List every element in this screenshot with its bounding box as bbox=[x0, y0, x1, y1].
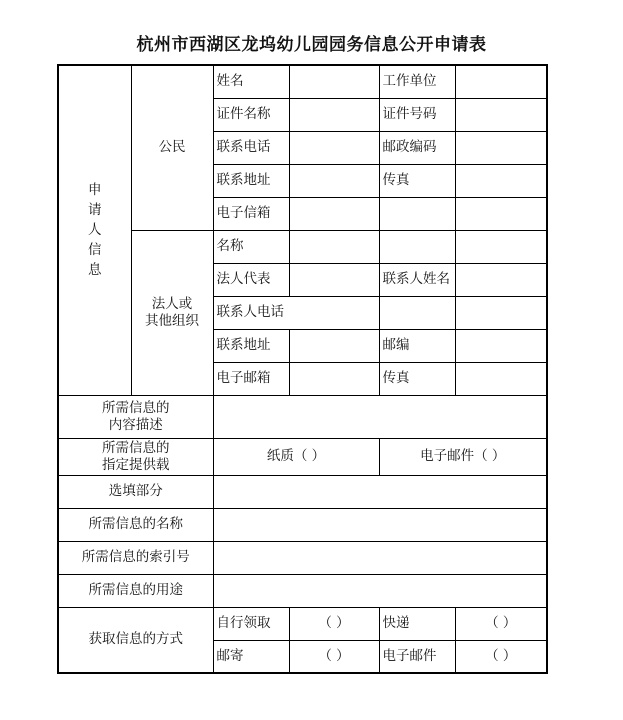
email-option[interactable]: 电子邮件（ ） bbox=[379, 438, 547, 475]
legal-entity-label bbox=[131, 230, 213, 395]
org-email-value-cell[interactable] bbox=[289, 362, 379, 395]
citizen-row-1 bbox=[58, 65, 547, 98]
obtain-row-1 bbox=[58, 607, 547, 640]
mail-label: 邮寄 bbox=[213, 640, 289, 673]
name-value-cell[interactable] bbox=[289, 65, 379, 98]
empty-label-cell bbox=[379, 197, 455, 230]
info-use-value-cell[interactable] bbox=[213, 574, 547, 607]
fax-value-cell[interactable] bbox=[455, 164, 547, 197]
work-unit-label: 工作单位 bbox=[379, 65, 455, 98]
info-index-value-cell[interactable] bbox=[213, 541, 547, 574]
info-desc-line2: 内容描述 bbox=[108, 416, 163, 433]
org-empty-value-cell[interactable] bbox=[455, 230, 547, 263]
applicant-info-label: 申请人信息 bbox=[58, 65, 131, 395]
id-number-label: 证件号码 bbox=[379, 98, 455, 131]
org-fax-value-cell[interactable] bbox=[455, 362, 547, 395]
name-label: 姓名 bbox=[213, 65, 289, 98]
legal-row-1 bbox=[58, 230, 547, 263]
contact-name-value-cell[interactable] bbox=[455, 263, 547, 296]
fax-label: 传真 bbox=[379, 164, 455, 197]
info-use-label: 所需信息的用途 bbox=[58, 574, 213, 607]
info-format-line1: 所需信息的 bbox=[102, 439, 170, 456]
obtain-email-checkbox[interactable]: （ ） bbox=[455, 640, 547, 673]
legal-rep-label: 法人代表 bbox=[213, 263, 289, 296]
info-desc-row bbox=[58, 395, 547, 438]
optional-section-label: 选填部分 bbox=[58, 475, 213, 508]
info-desc-value-cell[interactable] bbox=[213, 395, 547, 438]
id-type-label: 证件名称 bbox=[213, 98, 289, 131]
application-form-table bbox=[57, 64, 548, 674]
id-number-value-cell[interactable] bbox=[455, 98, 547, 131]
self-pickup-checkbox[interactable]: （ ） bbox=[289, 607, 379, 640]
info-name-value-cell[interactable] bbox=[213, 508, 547, 541]
address-label: 联系地址 bbox=[213, 164, 289, 197]
info-index-label: 所需信息的索引号 bbox=[58, 541, 213, 574]
org-fax-label: 传真 bbox=[379, 362, 455, 395]
email-label: 电子信箱 bbox=[213, 197, 289, 230]
info-name-row bbox=[58, 508, 547, 541]
org-postcode-label: 邮编 bbox=[379, 329, 455, 362]
obtain-method-label: 获取信息的方式 bbox=[58, 607, 213, 673]
info-format-label bbox=[58, 438, 213, 475]
optional-section-value-cell[interactable] bbox=[213, 475, 547, 508]
postcode-value-cell[interactable] bbox=[455, 131, 547, 164]
contact-name-label: 联系人姓名 bbox=[379, 263, 455, 296]
phone-label: 联系电话 bbox=[213, 131, 289, 164]
empty-value-cell[interactable] bbox=[455, 197, 547, 230]
org-email-label: 电子邮箱 bbox=[213, 362, 289, 395]
info-use-row bbox=[58, 574, 547, 607]
id-type-value-cell[interactable] bbox=[289, 98, 379, 131]
phone-value-cell[interactable] bbox=[289, 131, 379, 164]
legal-rep-value-cell[interactable] bbox=[289, 263, 379, 296]
org-postcode-value-cell[interactable] bbox=[455, 329, 547, 362]
contact-phone-extra-cell[interactable] bbox=[455, 296, 547, 329]
info-name-label: 所需信息的名称 bbox=[58, 508, 213, 541]
org-empty-label-cell bbox=[379, 230, 455, 263]
info-index-row bbox=[58, 541, 547, 574]
org-address-label: 联系地址 bbox=[213, 329, 289, 362]
legal-entity-label-line2: 其他组织 bbox=[145, 312, 199, 329]
info-format-row bbox=[58, 438, 547, 475]
work-unit-value-cell[interactable] bbox=[455, 65, 547, 98]
obtain-email-label: 电子邮件 bbox=[379, 640, 455, 673]
org-name-label: 名称 bbox=[213, 230, 289, 263]
email-value-cell[interactable] bbox=[289, 197, 379, 230]
optional-section-row bbox=[58, 475, 547, 508]
info-desc-label bbox=[58, 395, 213, 438]
express-label: 快递 bbox=[379, 607, 455, 640]
address-value-cell[interactable] bbox=[289, 164, 379, 197]
org-name-value-cell[interactable] bbox=[289, 230, 379, 263]
info-desc-line1: 所需信息的 bbox=[102, 399, 170, 416]
mail-checkbox[interactable]: （ ） bbox=[289, 640, 379, 673]
self-pickup-label: 自行领取 bbox=[213, 607, 289, 640]
org-address-value-cell[interactable] bbox=[289, 329, 379, 362]
contact-phone-label: 联系人电话 bbox=[213, 296, 379, 329]
express-checkbox[interactable]: （ ） bbox=[455, 607, 547, 640]
postcode-label: 邮政编码 bbox=[379, 131, 455, 164]
paper-option[interactable]: 纸质（ ） bbox=[213, 438, 379, 475]
citizen-label: 公民 bbox=[131, 65, 213, 230]
legal-entity-label-line1: 法人或 bbox=[151, 295, 193, 312]
form-title: 杭州市西湖区龙坞幼儿园园务信息公开申请表 bbox=[136, 35, 487, 55]
contact-phone-value-cell[interactable] bbox=[379, 296, 455, 329]
info-format-line2: 指定提供载 bbox=[102, 456, 170, 473]
